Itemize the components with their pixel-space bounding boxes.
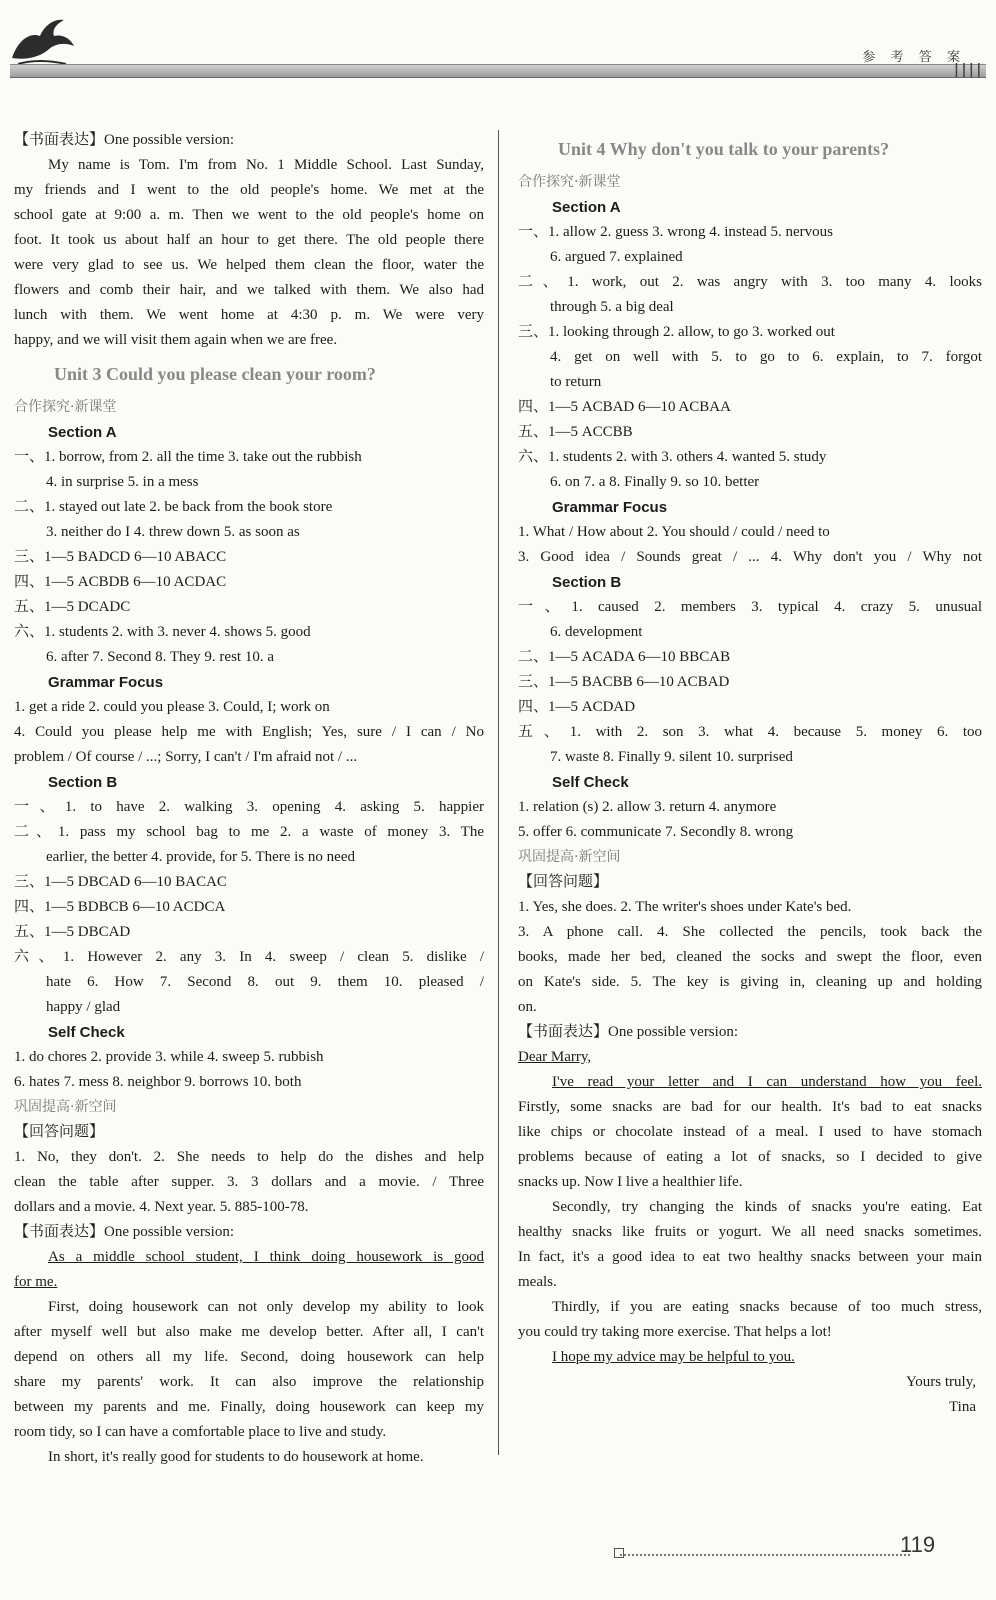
column-divider	[498, 130, 499, 1455]
footer-dotted-rule	[620, 1552, 910, 1556]
unit-heading: Unit 3 Could you please clean your room?	[54, 364, 376, 384]
text-line: snacks up. Now I live a healthier life.	[518, 1174, 743, 1190]
text-line: 六、1. students 2. with 3. never 4. shows 5. good	[14, 624, 311, 640]
text-line: clean the table after supper. 3. 3 dollars and a movie. / Three	[14, 1174, 484, 1190]
text-line: through 5. a big deal	[550, 299, 674, 315]
section-heading: Self Check	[552, 774, 629, 791]
text-line: 【回答问题】	[14, 1124, 105, 1140]
text-line: problem / Of course / ...; Sorry, I can't / I'm afraid not / ...	[14, 749, 358, 765]
text-line: were very glad to see us. We helped them clean the floor, water the	[14, 257, 484, 273]
text-line: happy, and we will visit them again when we are free.	[14, 332, 338, 348]
text-line: flowers and comb their hair, and we talked with them. We also had	[14, 282, 484, 298]
text-line: 1. Yes, she does. 2. The writer's shoes under Kate's bed.	[518, 899, 852, 915]
text-line: my friends and I went to the old people's home. We met at the	[14, 182, 484, 198]
text-line: depend on others all my life. Second, doing housework can help	[14, 1349, 484, 1365]
text-line: 6. after 7. Second 8. They 9. rest 10. a	[46, 649, 274, 665]
text-line: on.	[518, 999, 537, 1015]
text-line: hate 6. How 7. Second 8. out 9. them 10. pleased /	[46, 974, 484, 990]
text-line: First, doing housework can not only develop my ability to look	[48, 1299, 484, 1315]
text-line: 7. waste 8. Finally 9. silent 10. surprised	[550, 749, 793, 765]
text-line: 5. offer 6. communicate 7. Secondly 8. wrong	[518, 824, 794, 840]
text-line: 6. on 7. a 8. Finally 9. so 10. better	[550, 474, 760, 490]
text-line: between my parents and me. Finally, doing housework can keep my	[14, 1399, 484, 1415]
text-line: 六、1. However 2. any 3. In 4. sweep / clean 5. dislike /	[14, 949, 484, 965]
text-line: Dear Marry,	[518, 1049, 592, 1065]
text-line: for me.	[14, 1274, 58, 1290]
text-line: 三、1—5 BACBB 6—10 ACBAD	[518, 674, 730, 690]
header-bar-ticks-icon: ||||	[952, 62, 982, 78]
text-line: 三、1. looking through 2. allow, to go 3. worked out	[518, 324, 835, 340]
text-line: 1. What / How about 2. You should / could / need to	[518, 524, 830, 540]
text-line: 四、1—5 ACBAD 6—10 ACBAA	[518, 399, 731, 415]
text-line: 一、1. borrow, from 2. all the time 3. take out the rubbish	[14, 449, 362, 465]
text-line: 4. get on well with 5. to go to 6. explain, to 7. forgot	[550, 349, 982, 365]
text-line: books, made her bed, cleaned the socks and swept the floor, even	[518, 949, 982, 965]
text-line: 二、1. pass my school bag to me 2. a waste of money 3. The	[14, 824, 484, 840]
text-line: 二、1—5 ACADA 6—10 BBCAB	[518, 649, 731, 665]
left-column	[14, 128, 484, 1470]
text-line: 五、1. with 2. son 3. what 4. because 5. money 6. too	[518, 724, 982, 740]
unit-heading: Unit 4 Why don't you talk to your parents?	[558, 139, 890, 159]
text-line: 巩固提高·新空间	[14, 1099, 117, 1115]
section-heading: Section B	[552, 574, 622, 591]
bird-logo-icon	[8, 10, 78, 70]
text-line: share my parents' work. It can also improve the relationship	[14, 1374, 484, 1390]
text-line: on Kate's side. 5. The key is giving in, cleaning up and holding	[518, 974, 982, 990]
section-heading: Section A	[48, 424, 117, 441]
text-line: after myself well but also make me develop better. After all, I can't	[14, 1324, 484, 1340]
text-line: As a middle school student, I think doing housework is good	[48, 1249, 484, 1265]
text-line: 4. Could you please help me with English; Yes, sure / I can / No	[14, 724, 484, 740]
text-line: 【回答问题】	[518, 874, 609, 890]
header-bar	[10, 64, 986, 78]
text-line: 6. development	[550, 624, 643, 640]
text-line: dollars and a movie. 4. Next year. 5. 885-100-78.	[14, 1199, 309, 1215]
section-heading: Section B	[48, 774, 118, 791]
text-line: 四、1—5 ACBDB 6—10 ACDAC	[14, 574, 227, 590]
text-line: you could try taking more exercise. That helps a lot!	[518, 1324, 832, 1340]
text-line: 1. No, they don't. 2. She needs to help do the dishes and help	[14, 1149, 484, 1165]
text-line: meals.	[518, 1274, 557, 1290]
text-line: 【书面表达】One possible version:	[14, 132, 234, 148]
section-heading: Section A	[552, 199, 621, 216]
text-line: Thirdly, if you are eating snacks because of too much stress,	[552, 1299, 982, 1315]
text-line: 1. relation (s) 2. allow 3. return 4. anymore	[518, 799, 777, 815]
text-line: 五、1—5 ACCBB	[518, 424, 633, 440]
section-heading: Grammar Focus	[48, 674, 164, 691]
text-line: 巩固提高·新空间	[518, 849, 621, 865]
text-line: 五、1—5 DBCAD	[14, 924, 131, 940]
text-line: lunch with them. We went home at 4:30 p. m. We were very	[14, 307, 484, 323]
text-line: happy / glad	[46, 999, 121, 1015]
text-line: Firstly, some snacks are bad for our health. It's bad to eat snacks	[518, 1099, 982, 1115]
text-line: In fact, it's a good idea to eat two healthy snacks between your main	[518, 1249, 982, 1265]
text-line: I hope my advice may be helpful to you.	[552, 1349, 795, 1365]
text-line: 合作探究·新课堂	[14, 399, 117, 415]
text-line: Secondly, try changing the kinds of snacks you're eating. Eat	[552, 1199, 982, 1215]
text-line: 3. neither do I 4. threw down 5. as soon as	[46, 524, 300, 540]
right-column	[518, 128, 982, 1420]
text-line: 1. get a ride 2. could you please 3. Could, I; work on	[14, 699, 330, 715]
text-line: Yours truly,	[905, 1374, 976, 1390]
text-line: I've read your letter and I can understand how you feel.	[552, 1074, 982, 1090]
text-line: foot. It took us about half an hour to get there. The old people there	[14, 232, 484, 248]
text-line: 三、1—5 DBCAD 6—10 BACAC	[14, 874, 227, 890]
text-line: Tina	[949, 1399, 976, 1415]
section-heading: Grammar Focus	[552, 499, 668, 516]
header-title: 参 考 答 案	[862, 49, 966, 64]
text-line: 3. A phone call. 4. She collected the pencils, took back the	[518, 924, 982, 940]
text-line: 一、1. to have 2. walking 3. opening 4. asking 5. happier	[14, 799, 484, 815]
text-line: 二、1. stayed out late 2. be back from the book store	[14, 499, 333, 515]
text-line: 6. argued 7. explained	[550, 249, 683, 265]
text-line: 四、1—5 ACDAD	[518, 699, 636, 715]
text-line: room tidy, so I can have a comfortable place to live and study.	[14, 1424, 387, 1440]
text-line: healthy snacks like fruits or yogurt. We all need snacks sometimes.	[518, 1224, 982, 1240]
text-line: 合作探究·新课堂	[518, 174, 621, 190]
text-line: school gate at 9:00 a. m. Then we went to the old people's home on	[14, 207, 484, 223]
text-line: 1. do chores 2. provide 3. while 4. sweep 5. rubbish	[14, 1049, 324, 1065]
text-line: 一、1. allow 2. guess 3. wrong 4. instead 5. nervous	[518, 224, 833, 240]
text-line: 【书面表达】One possible version:	[14, 1224, 234, 1240]
text-line: 二、1. work, out 2. was angry with 3. too many 4. looks	[518, 274, 982, 290]
page-number: 119	[900, 1532, 936, 1557]
text-line: 4. in surprise 5. in a mess	[46, 474, 199, 490]
text-line: My name is Tom. I'm from No. 1 Middle School. Last Sunday,	[48, 157, 484, 173]
text-line: like chips or chocolate instead of a meal. I used to have stomach	[518, 1124, 982, 1140]
text-line: 五、1—5 DCADC	[14, 599, 131, 615]
text-line: 一、1. caused 2. members 3. typical 4. crazy 5. unusual	[518, 599, 982, 615]
text-line: to return	[550, 374, 602, 390]
page-header	[0, 0, 996, 84]
text-line: 三、1—5 BADCD 6—10 ABACC	[14, 549, 227, 565]
section-heading: Self Check	[48, 1024, 125, 1041]
text-line: problems because of eating a lot of snacks, so I decided to give	[518, 1149, 982, 1165]
text-line: 四、1—5 BDBCB 6—10 ACDCA	[14, 899, 226, 915]
text-line: 6. hates 7. mess 8. neighbor 9. borrows 10. both	[14, 1074, 302, 1090]
text-line: 六、1. students 2. with 3. others 4. wanted 5. study	[518, 449, 827, 465]
text-line: earlier, the better 4. provide, for 5. There is no need	[46, 849, 356, 865]
text-line: 【书面表达】One possible version:	[518, 1024, 738, 1040]
text-line: 3. Good idea / Sounds great / ... 4. Why don't you / Why not	[518, 549, 982, 565]
text-line: In short, it's really good for students to do housework at home.	[48, 1449, 424, 1465]
